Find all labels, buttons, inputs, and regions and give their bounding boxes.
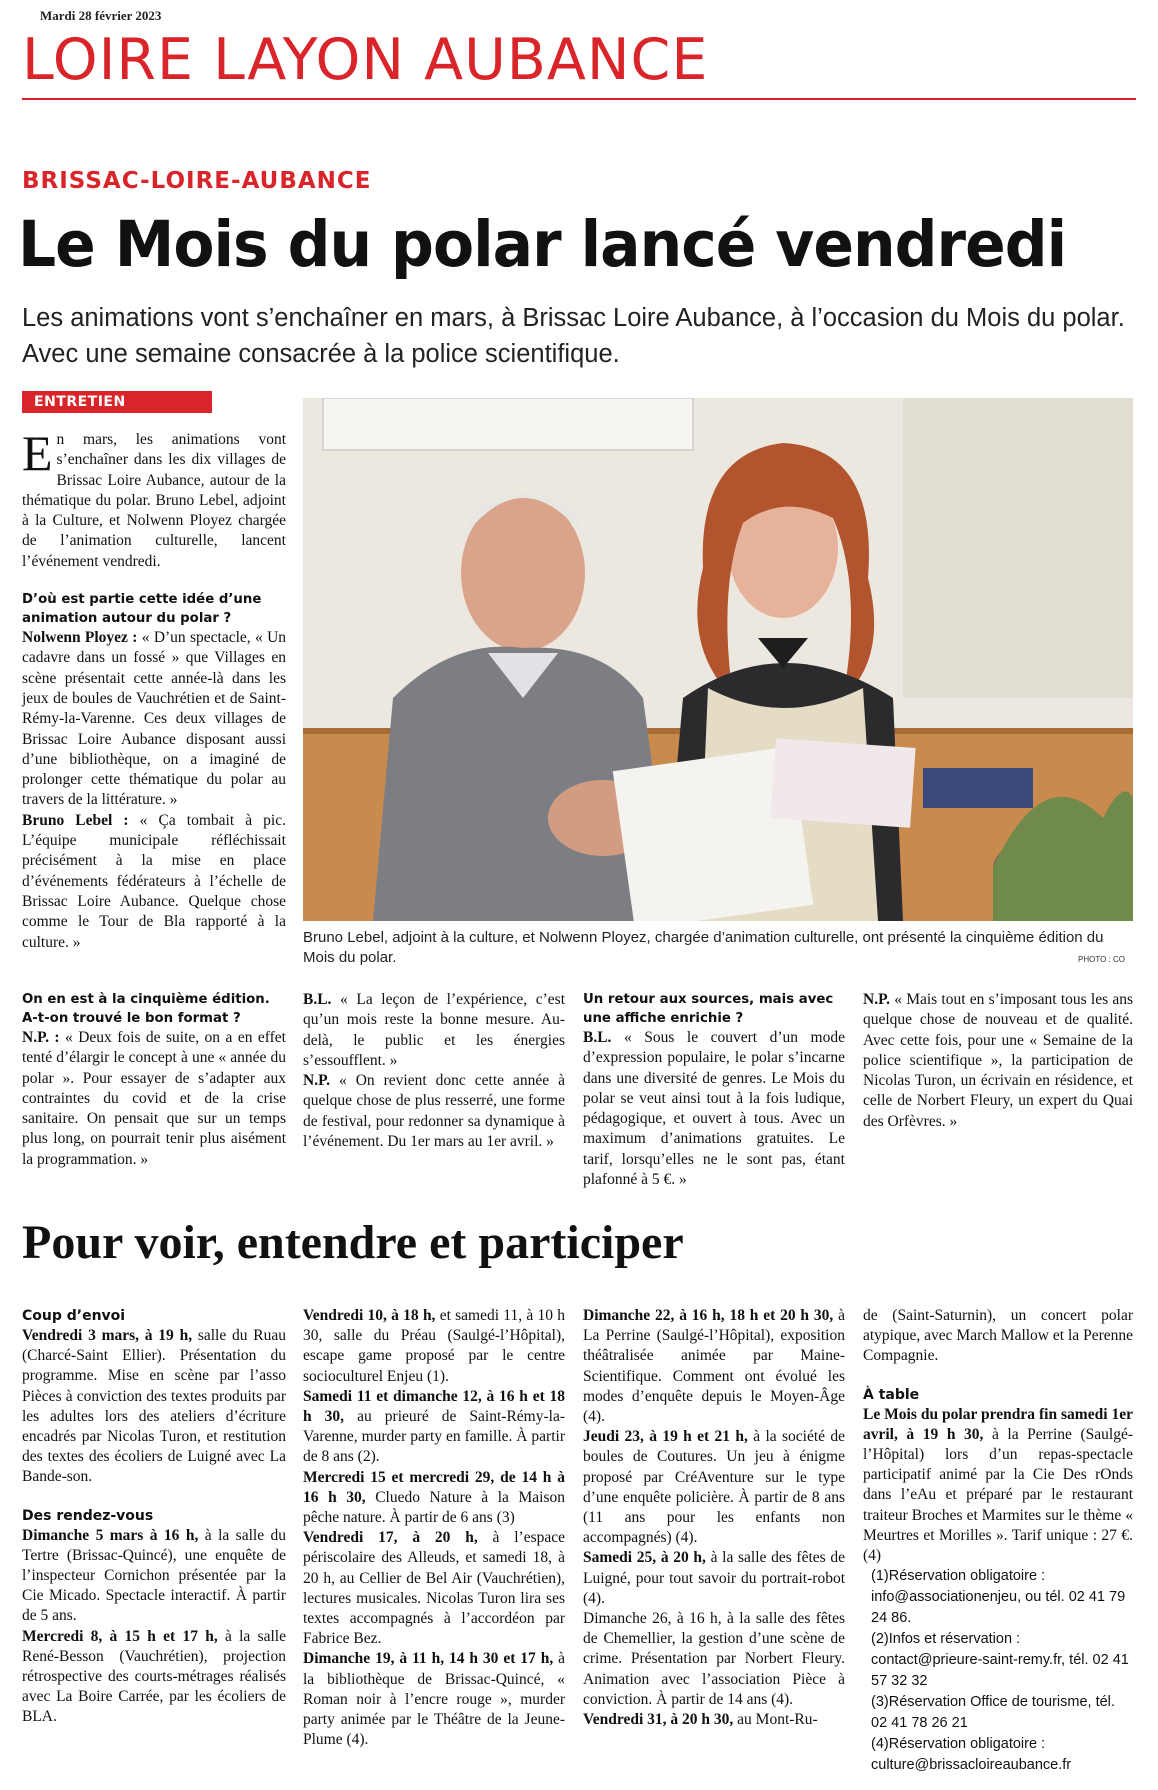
event-date: Dimanche 22, à 16 h, 18 h et 20 h 30,	[583, 1307, 834, 1324]
event-text: au prieuré de Saint-Rémy-la-Varenne, murder party en famille. À partir de 8 ans (2).	[303, 1408, 565, 1466]
article-subhead: Les animations vont s’enchaîner en mars, à Brissac Loire Aubance, à l’occasion du Mois du polar. Avec une semaine consacrée à la police scientifique.	[22, 304, 1125, 368]
question-2: On en est à la cinquième édition. A-t-on trouvé le bon format ?	[22, 992, 270, 1026]
event-text: à la salle René-Besson (Vauchrétien), projection rétrospective des courts-métrages réalisés avec La Boire Carrée, par les écoliers de BLA.	[22, 1627, 286, 1726]
programme-subheading: À table	[863, 1386, 920, 1403]
event-text: salle du Ruau (Charcé-Saint Ellier). Présentation du programme. Mise en scène par l’asso Pièces à conviction des textes produits par les adultes lors des ateliers d’écriture encadrés par Nicolas Turon, et restitution des textes des écoliers de Luigné avec La Bande-son.	[22, 1327, 286, 1486]
event-date: Dimanche 19, à 11 h, 14 h 30 et 17 h,	[303, 1650, 554, 1668]
answer-text: « D’un spectacle, « Un cadavre dans un fossé » que Villages en scène présentait cette année-là dans les jeux de boules de Vauchrétien et de Saint-Rémy-la-Varenne. Ces deux villages de Brissac Loire Aubance disposant aussi d’une bibliothèque, on a imaginé de prolonger cette thématique du polar au travers de la littérature. »	[22, 629, 287, 809]
article-column-5	[863, 990, 1133, 1132]
booking-note: (3)Réservation Office de tourisme, tél. 02 41 78 26 21	[871, 1694, 1115, 1732]
event-text: Dimanche 26, à 16 h, à la salle des fêtes de Chemellier, la gestion d’une scène de crime. Présentation par Norbert Fleury. Animation avec l’association Pièce à conviction. À partir de 14 ans (4).	[583, 1610, 845, 1708]
programme-column-3	[583, 1306, 845, 1730]
event-date: Vendredi 10, à 18 h,	[303, 1307, 436, 1324]
article-tag: ENTRETIEN	[22, 391, 212, 413]
speaker: B.L.	[583, 1029, 612, 1046]
booking-note: (4)Réservation obligatoire : culture@brissacloireaubance.fr	[871, 1736, 1072, 1774]
answer-text: « Mais tout en s’imposant tous les ans quelque chose de nouveau et de qualité. Avec cette fois, pour une « Semaine de la police scientifique », la participation de Nicolas Turon, un écrivain en résidence, et celle de Norbert Fleury, un expert du Quai des Orfèvres. »	[863, 991, 1133, 1130]
photo-credit: PHOTO : CO	[1078, 955, 1125, 964]
event-date: Mercredi 8, à 15 h et 17 h,	[22, 1627, 218, 1645]
booking-note: (1)Réservation obligatoire : info@associationenjeu, ou tél. 02 41 79 24 86.	[871, 1568, 1126, 1627]
event-text: à La Perrine (Saulgé-l’Hôpital), exposition théâtralisée animée par Maine-Scientifique. Comment ont évolué les modes d’enquête depuis le Moyen-Âge (4).	[583, 1307, 845, 1426]
article-photo	[303, 398, 1133, 921]
question-3: Un retour aux sources, mais avec une affiche enrichie ?	[583, 992, 834, 1026]
event-date: Mercredi 15 et mercredi 29, de 14 h à 16 h 30,	[303, 1468, 565, 1506]
answer-text: « Ça tombait à pic. L’équipe municipale réfléchissait précisément à la mise en place d’événements fédérateurs à l’échelle de Brissac Loire Aubance. Quelque chose comme le Tour de Bla rapporté à la culture. »	[22, 811, 286, 951]
answer-text: « Deux fois de suite, on a en effet tenté d’élargir le concept à une « année du polar ». Pour essayer de s’adapter aux contraintes du covid et de la crise sanitaire. On pensait que sur un temps plus long, on pourrait tenir plus aisément la programmation. »	[22, 1029, 286, 1168]
speaker: N.P. :	[22, 1029, 60, 1046]
article-location: BRISSAC-LOIRE-AUBANCE	[22, 168, 372, 194]
question-1: D’où est partie cette idée d’une animation autour du polar ?	[22, 592, 262, 627]
event-date: Dimanche 5 mars à 16 h,	[22, 1526, 199, 1544]
event-date: Le Mois du polar prendra fin samedi 1er avril, à 19 h 30,	[863, 1405, 1133, 1443]
event-text: au Mont-Ru-	[733, 1711, 818, 1729]
event-text: à la salle des fêtes de Luigné, pour tout savoir du portrait-robot (4).	[583, 1549, 845, 1607]
event-date: Samedi 25, à 20 h,	[583, 1549, 706, 1567]
event-text: et samedi 11, à 10 h 30, salle du Préau (Saulgé-l’Hôpital), escape game proposé par le centre socioculturel Enjeu (1).	[303, 1307, 565, 1385]
issue-date: Mardi 28 février 2023	[40, 8, 162, 23]
speaker: N.P.	[863, 991, 890, 1008]
event-date: Vendredi 17, à 20 h,	[303, 1529, 478, 1547]
event-date: Samedi 11 et dimanche 12, à 16 h et 18 h 30,	[303, 1387, 565, 1426]
event-text: de (Saint-Saturnin), un concert polar atypique, avec March Mallow et la Perenne Compagnie.	[863, 1307, 1133, 1365]
event-date: Vendredi 31, à 20 h 30,	[583, 1711, 734, 1729]
event-date: Jeudi 23, à 19 h et 21 h,	[583, 1428, 748, 1446]
article-column-2	[22, 990, 286, 1170]
speaker: B.L.	[303, 991, 332, 1008]
programme-subheading: Coup d’envoi	[22, 1308, 126, 1324]
article-column-1	[22, 425, 287, 953]
article-column-4	[583, 990, 845, 1190]
event-text: à la Perrine (Saulgé-l’Hôpital) lors d’un repas-spectacle participatif animé par la Cie Des rOnds dans l’eAu et préparé par le restaurant traiteur Broches et Marmites sur le thème « Meurtres et Morilles ». Tarif unique : 27 €. (4)	[863, 1425, 1133, 1565]
programme-subheading: Des rendez-vous	[22, 1507, 154, 1524]
event-text: à la salle du Tertre (Brissac-Quincé), une enquête de l’inspecteur Cornichon présentée par la Cie Micado. Spectacle interactif. À partir de 5 ans.	[22, 1526, 286, 1625]
programme-column-2	[303, 1306, 565, 1750]
event-text: à la société de boules de Coutures. Un jeu à énigme proposé par CréAventure sur le type d’une enquête policière. À partir de 8 ans (11 ans pour les enfants non accompagnés) (4).	[583, 1428, 845, 1547]
answer-text: « Sous le couvert d’un mode d’expression populaire, le polar s’incarne dans une diversité de genres. Le Mois du polar se veut ainsi tout à la fois ludique, pédagogique, et ouvert à tous. Avec un maximum d’animations gratuites. Le tarif, lorsqu’elles ne le sont pas, étant plafonné à 5 €. »	[583, 1029, 845, 1189]
article-column-3	[303, 990, 565, 1152]
booking-notes	[863, 1566, 1133, 1776]
booking-note: (2)Infos et réservation : contact@prieure-saint-remy.fr, tél. 02 41 57 32 32	[871, 1631, 1129, 1690]
programme-column-1	[22, 1306, 286, 1728]
event-date: Vendredi 3 mars, à 19 h,	[22, 1327, 193, 1344]
section-title: LOIRE LAYON AUBANCE	[22, 27, 709, 93]
programme-title: Pour voir, entendre et participer	[22, 1216, 684, 1269]
photo-caption: Bruno Lebel, adjoint à la culture, et Nolwenn Ployez, chargée d’animation culturelle, ont présenté la cinquième édition du Mois du polar.	[303, 929, 1104, 966]
drop-cap: E	[22, 425, 53, 481]
section-rule	[22, 98, 1136, 100]
answer-text: « On revient donc cette année à quelque chose de plus resserré, une forme de festival, pour redonner sa dynamique à l’événement. Du 1er mars au 1er avril. »	[303, 1072, 565, 1151]
event-text: Cluedo Nature à la Maison pêche nature. À partir de 6 ans (3)	[303, 1488, 565, 1527]
programme-column-4	[863, 1306, 1133, 1776]
photo-illustration	[303, 398, 1133, 921]
event-text: à la bibliothèque de Brissac-Quincé, « Roman noir à l’encre rouge », murder party animée par le Théâtre de la Jeune-Plume (4).	[303, 1650, 565, 1749]
event-text: à l’espace périscolaire des Alleuds, et samedi 18, à 20 h, au Cellier de Bel Air (Vauchrétien), lectures musicales. Nicolas Turon lira ses textes accompagnés à l’accordéon par Fabrice Bez.	[303, 1529, 565, 1648]
speaker: Nolwenn Ployez :	[22, 629, 138, 647]
article-headline: Le Mois du polar lancé vendredi	[18, 208, 1067, 281]
answer-text: « La leçon de l’expérience, c’est qu’un mois reste la bonne mesure. Au-delà, le public et les énergies s’essoufflent. »	[303, 991, 565, 1069]
intro-text: n mars, les animations vont s’enchaîner dans les dix villages de Brissac Loire Aubance, autour de la thématique du polar. Bruno Lebel, adjoint à la Culture, et Nolwenn Ployez chargée de l’animation culturelle, lancent l’événement vendredi.	[22, 431, 286, 570]
speaker: Bruno Lebel :	[22, 811, 129, 829]
speaker: N.P.	[303, 1072, 330, 1090]
